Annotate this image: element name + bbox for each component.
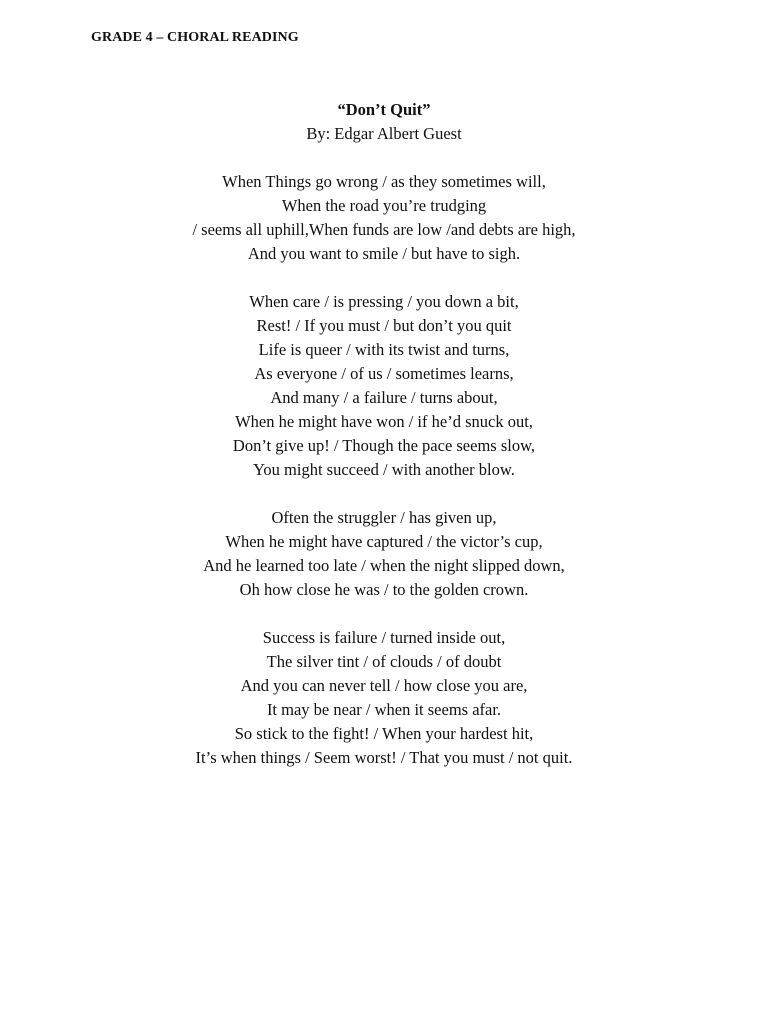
poem-line: Life is queer / with its twist and turns,	[258, 340, 510, 359]
poem-line: You might succeed / with another blow.	[253, 460, 515, 479]
poem-line: The silver tint / of clouds / of doubt	[266, 652, 502, 671]
poem-line: As everyone / of us / sometimes learns,	[254, 364, 514, 383]
stanza	[0, 170, 768, 266]
poem-line: Oh how close he was / to the golden crown.	[239, 580, 529, 599]
poem-line: And you want to smile / but have to sigh.	[247, 244, 521, 263]
poem-line: When he might have captured / the victor’s cup,	[225, 532, 543, 551]
poem-line: So stick to the fight! / When your hardest hit,	[234, 724, 534, 743]
poem-line: When the road you’re trudging	[281, 196, 487, 215]
page-header: GRADE 4 – CHORAL READING	[91, 30, 299, 45]
poem-line: When Things go wrong / as they sometimes will,	[222, 172, 546, 191]
poem-line: And you can never tell / how close you are,	[240, 676, 528, 695]
poem-line: Rest! / If you must / but don’t you quit	[256, 316, 512, 335]
poem-line: And he learned too late / when the night slipped down,	[203, 556, 565, 575]
poem-line: When care / is pressing / you down a bit,	[249, 292, 519, 311]
poem-line: It may be near / when it seems afar.	[266, 700, 502, 719]
poem-line: It’s when things / Seem worst! / That you must / not quit.	[195, 748, 573, 767]
poem-line: Success is failure / turned inside out,	[262, 628, 506, 647]
stanza	[0, 626, 768, 770]
poem-body	[0, 170, 768, 770]
poem-line: / seems all uphill,When funds are low /and debts are high,	[192, 220, 576, 239]
poem-author: By: Edgar Albert Guest	[306, 124, 462, 143]
poem-line: Often the struggler / has given up,	[271, 508, 497, 527]
poem-line: Don’t give up! / Though the pace seems slow,	[232, 436, 536, 455]
poem	[0, 98, 768, 794]
poem-title: “Don’t Quit”	[337, 100, 431, 119]
stanza	[0, 290, 768, 482]
stanza	[0, 506, 768, 602]
title-spacer	[0, 146, 768, 170]
poem-line: When he might have won / if he’d snuck out,	[235, 412, 533, 431]
poem-line: And many / a failure / turns about,	[270, 388, 498, 407]
